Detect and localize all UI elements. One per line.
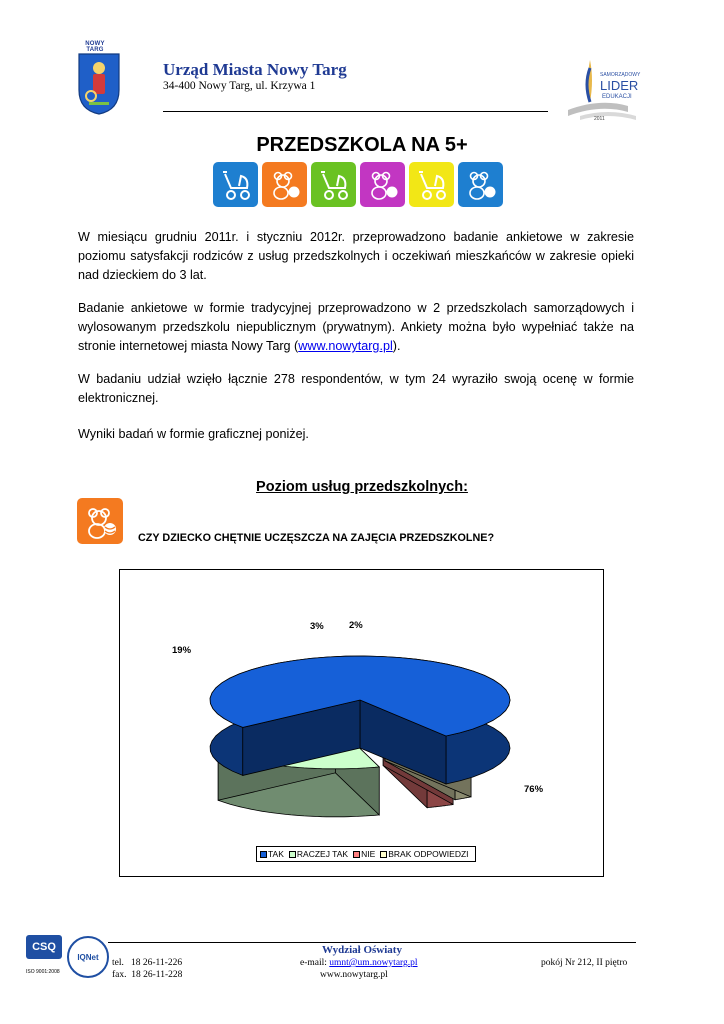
method-text: Badanie ankietowe w formie tradycyjnej przeprowadzono w 2 przedszkolach samorządowych i wylosowanym przedszkolu niepublicznym (prywatnym). Ankiety można było wypełniać także na stronie internetowej miasta Nowy Targ ( bbox=[78, 301, 634, 353]
teddy-bear-ball-icon bbox=[262, 162, 307, 207]
legend-swatch bbox=[353, 851, 360, 858]
award-main: LIDER bbox=[600, 78, 639, 93]
respondents-paragraph: W badaniu udział wzięło łącznie 278 respondentów, w tym 24 wyraziło swoją ocenę w formie elektronicznej. bbox=[78, 372, 634, 405]
iqnet-certificate-logo bbox=[66, 935, 110, 979]
teddy-bear-ball-icon bbox=[360, 162, 405, 207]
iso-label: ISO 9001:2008 bbox=[26, 969, 60, 975]
room-info: pokój Nr 212, II piętro bbox=[541, 958, 628, 968]
intro-paragraph: W miesiącu grudniu 2011r. i styczniu 2012r. przeprowadzono badanie ankietowe w zakresie poziomu satysfakcji rodziców z usług przedszkolnych i oczekiwań mieszkańców w zakresie opieki nad dzieckiem do 3 lat. bbox=[78, 230, 634, 282]
chart-legend bbox=[256, 846, 476, 862]
award-top: SAMORZĄDOWY bbox=[600, 72, 641, 78]
csq-certificate-logo bbox=[26, 935, 62, 981]
chart-question: CZY DZIECKO CHĘTNIE UCZĘSZCZA NA ZAJĘCIA PRZEDSZKOLNE? bbox=[138, 532, 495, 544]
pie-label-0: 76% bbox=[524, 784, 544, 795]
email-line bbox=[300, 958, 418, 968]
department-name: Wydział Oświaty bbox=[322, 944, 402, 956]
phone-number: tel. 18 26-11-226 bbox=[112, 958, 183, 968]
method-text-end: ). bbox=[392, 339, 401, 353]
legend-item bbox=[260, 849, 284, 859]
pie-label-1: 19% bbox=[172, 645, 192, 656]
pie-chart-frame bbox=[119, 569, 604, 877]
footer-divider bbox=[108, 942, 636, 943]
page-title: PRZEDSZKOLA NA 5+ bbox=[256, 134, 468, 156]
legend-label: NIE bbox=[361, 849, 376, 859]
teddy-bear-ball-icon bbox=[77, 498, 123, 544]
icon-tile-row bbox=[213, 162, 505, 208]
crest-label: NOWY TARG bbox=[85, 41, 105, 53]
website-link[interactable]: www.nowytarg.pl bbox=[298, 339, 393, 353]
office-name: Urząd Miasta Nowy Targ bbox=[163, 60, 347, 79]
town-crest-icon bbox=[77, 52, 121, 116]
stroller-icon bbox=[409, 162, 454, 207]
email-prefix: e-mail: bbox=[300, 958, 330, 968]
legend-label: RACZEJ TAK bbox=[296, 849, 349, 859]
email-link[interactable]: umnt@um.nowytarg.pl bbox=[329, 958, 418, 968]
legend-item bbox=[289, 849, 348, 859]
legend-item bbox=[380, 849, 468, 859]
legend-item bbox=[353, 849, 375, 859]
legend-label: TAK bbox=[268, 849, 284, 859]
iqnet-text: IQNet bbox=[77, 953, 99, 962]
pie-label-2: 3% bbox=[310, 621, 324, 632]
legend-swatch bbox=[380, 851, 387, 858]
results-intro-paragraph: Wyniki badań w formie graficznej poniżej. bbox=[78, 427, 309, 441]
pie-label-3: 2% bbox=[349, 620, 363, 631]
legend-label: BRAK ODPOWIEDZI bbox=[388, 849, 469, 859]
csq-label: CSQ bbox=[26, 935, 62, 959]
teddy-bear-ball-icon bbox=[458, 162, 503, 207]
method-paragraph bbox=[78, 299, 634, 356]
award-year: 2011 bbox=[594, 116, 605, 122]
website-footer[interactable]: www.nowytarg.pl bbox=[320, 970, 388, 980]
office-address: 34-400 Nowy Targ, ul. Krzywa 1 bbox=[163, 80, 316, 92]
header-divider bbox=[163, 111, 548, 112]
award-sub: EDUKACJI bbox=[602, 94, 632, 100]
stroller-icon bbox=[213, 162, 258, 207]
lider-edukacji-award-logo bbox=[560, 50, 660, 126]
pie-chart bbox=[120, 570, 603, 876]
fax-number: fax. 18 26-11-228 bbox=[112, 970, 183, 980]
legend-swatch bbox=[260, 851, 267, 858]
legend-swatch bbox=[289, 851, 296, 858]
section-heading: Poziom usług przedszkolnych: bbox=[256, 479, 468, 495]
stroller-icon bbox=[311, 162, 356, 207]
